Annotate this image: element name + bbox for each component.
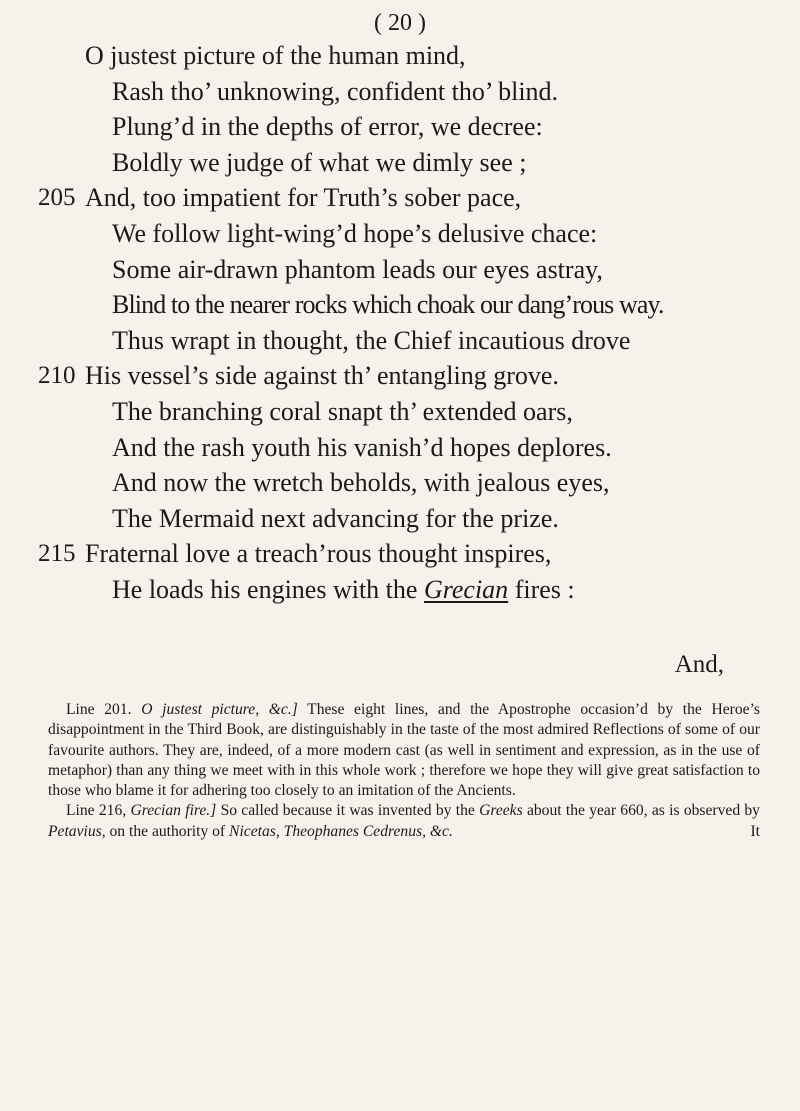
verse-line [0, 323, 800, 359]
verse-text [112, 572, 575, 608]
verse-text: The branching coral snapt th’ extended oars, [112, 396, 573, 426]
note-catchword: It [750, 822, 760, 840]
verse-line [0, 38, 800, 74]
note-italic: Theophanes Cedrenus, [283, 822, 426, 840]
verse-line [0, 536, 800, 572]
note-lemma: O justest picture, &c.] [141, 701, 298, 718]
verse-text: Plung’d in the depths of error, we decree: [112, 112, 543, 142]
verse-text: Boldly we judge of what we dimly see ; [112, 147, 527, 177]
note-italic: Nicetas, [229, 822, 280, 840]
verse-line [0, 394, 800, 430]
note-body: on the authority of [109, 822, 226, 840]
verse-line [0, 287, 800, 323]
verse-text: Blind to the nearer rocks which choak our dang’rous way. [112, 290, 664, 320]
verse-text: Some air-drawn phantom leads our eyes astray, [112, 254, 603, 284]
verse-line [0, 501, 800, 537]
verse-text: The Mermaid next advancing for the prize. [112, 503, 559, 533]
verse-line [0, 180, 800, 216]
verse-text: His vessel’s side against th’ entangling grove. [85, 361, 559, 391]
verse-text: And now the wretch beholds, with jealous eyes, [112, 468, 610, 498]
line-number: 210 [38, 362, 76, 390]
footnote [48, 801, 760, 842]
note-body: about the year 660, as is observed by [526, 802, 760, 820]
verse-text: We follow light-wing’d hope’s delusive chace: [112, 218, 598, 248]
verse-text-part: fires : [508, 574, 575, 604]
line-number: 205 [38, 184, 76, 212]
verse-text: Rash tho’ unknowing, confident tho’ blind. [112, 76, 559, 106]
verse-block [0, 38, 800, 608]
verse-text-part: He loads his engines with the [112, 574, 424, 604]
verse-line [0, 465, 800, 501]
note-body: These eight lines, and the Apostrophe occasion’d by the Heroe’s disappointment in the Third Book, are distinguishably in the taste of the most admired Reflections of some of our favourite authors. They are, indeed, of a more modern cast (as well in sentiment and expression, as in the use of metaphor) than any thing we meet with in this whole work ; therefore we hope they will give great satisfaction to those who blame it for adhering too closely to an imitation of the Ancients. [48, 701, 760, 800]
verse-text: O justest picture of the human mind, [85, 41, 466, 70]
verse-line [0, 74, 800, 110]
note-ref: Line 201. [66, 701, 132, 718]
verse-text: And, too impatient for Truth’s sober pace, [85, 183, 522, 213]
note-lemma: Grecian fire.] [130, 802, 217, 820]
verse-text: And the rash youth his vanish’d hopes deplores. [112, 432, 612, 462]
verse-line [0, 572, 800, 608]
footnote [48, 700, 760, 801]
verse-line [0, 216, 800, 252]
line-number: 215 [38, 540, 76, 568]
catchword: And, [674, 651, 724, 678]
verse-line [0, 145, 800, 181]
verse-text: Thus wrapt in thought, the Chief incautious drove [112, 325, 631, 355]
verse-line [0, 430, 800, 466]
note-italic: Petavius, [48, 822, 106, 840]
footnotes [48, 700, 760, 842]
verse-line [0, 109, 800, 145]
verse-text: Fraternal love a treach’rous thought inspires, [85, 539, 552, 569]
note-italic: Greeks [479, 802, 523, 820]
note-italic: &c. [429, 822, 453, 840]
page-number: ( 20 ) [374, 10, 426, 36]
note-ref: Line 216, [66, 802, 127, 820]
verse-text-italic: Grecian [423, 574, 509, 604]
verse-line [0, 358, 800, 394]
verse-line [0, 252, 800, 288]
note-body: So called because it was invented by the [220, 802, 475, 820]
